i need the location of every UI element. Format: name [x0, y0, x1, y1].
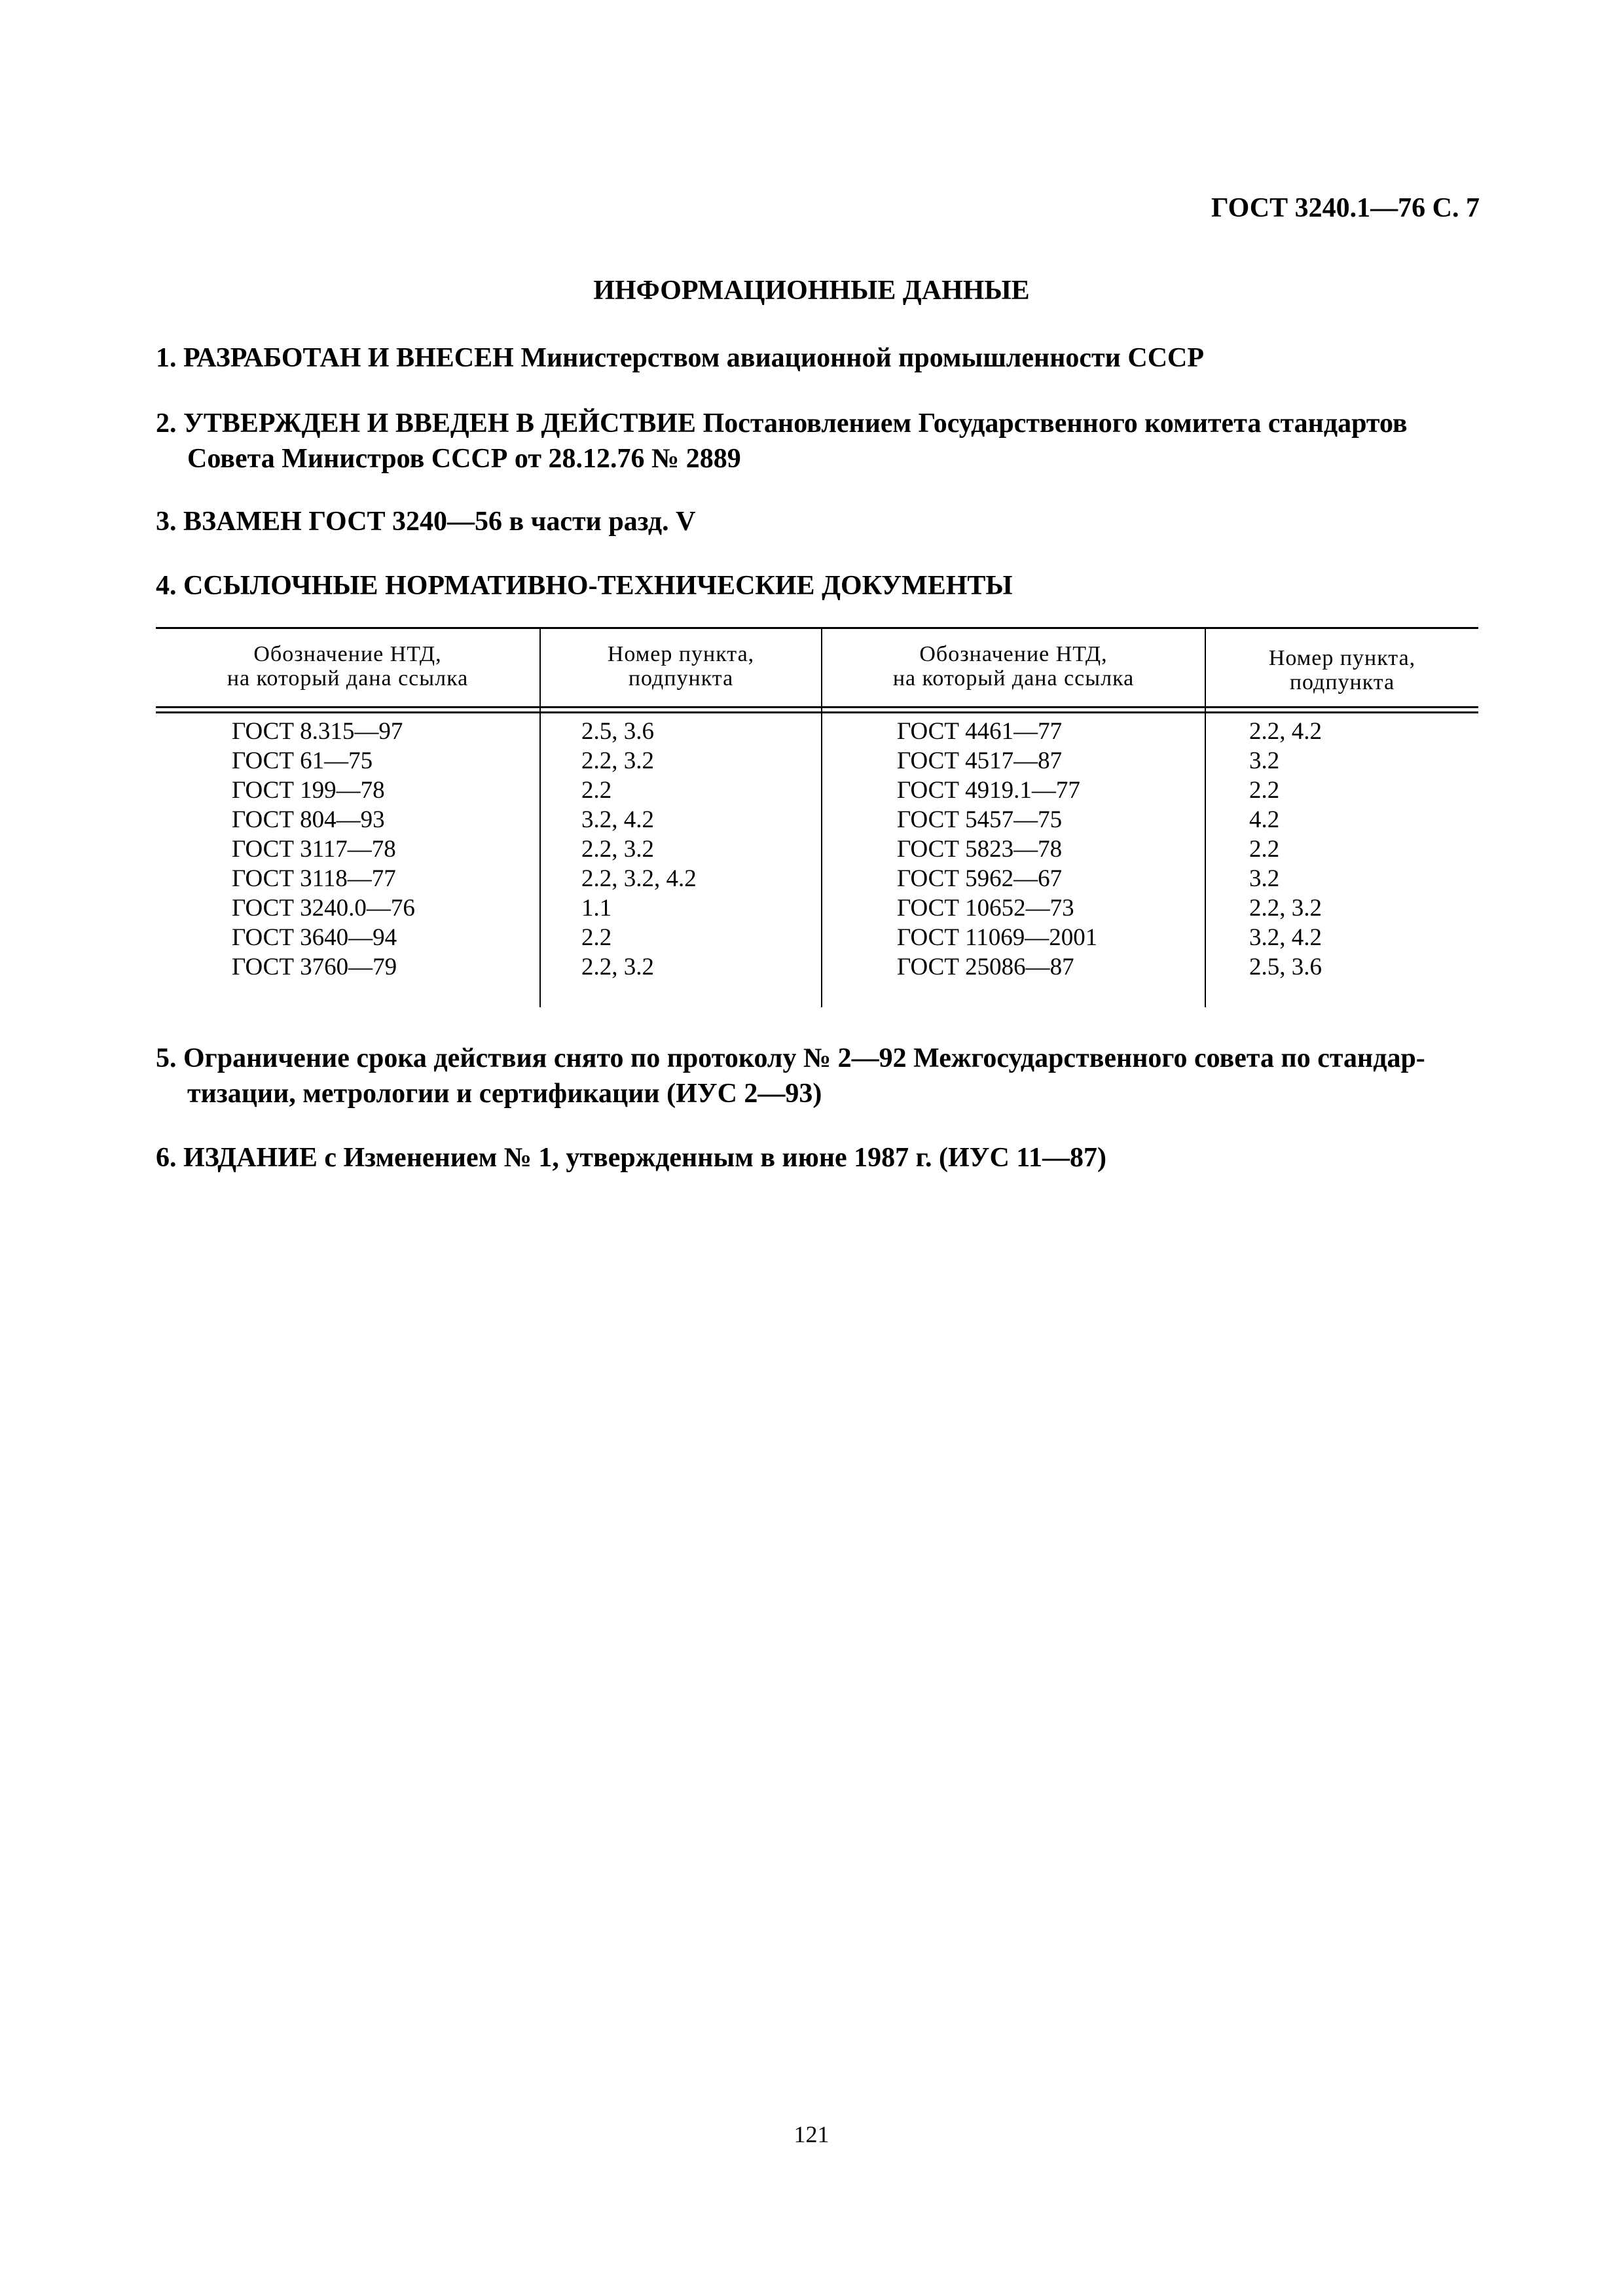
- column-right-documents: [897, 717, 1097, 982]
- table-cell: 2.2, 3.2: [1249, 895, 1322, 922]
- table-cell: 2.5, 3.6: [1249, 954, 1322, 980]
- table-cell: ГОСТ 4461—77: [897, 718, 1063, 745]
- table-cell: 3.2: [1249, 865, 1280, 892]
- table-header-doc-left: Обозначение НТД, на который дана ссылка: [227, 642, 469, 691]
- info-item-3: [156, 504, 1478, 539]
- table-cell: ГОСТ 61—75: [232, 747, 373, 774]
- column-left-documents: [232, 717, 415, 982]
- table-cell: 1.1: [581, 895, 612, 922]
- table-cell: ГОСТ 25086—87: [897, 954, 1074, 980]
- table-cell: 4.2: [1249, 806, 1280, 833]
- header-rule: [156, 706, 1478, 708]
- table-cell: 3.2, 4.2: [1249, 924, 1322, 951]
- table-cell: ГОСТ 11069—2001: [897, 924, 1098, 951]
- reference-documents-table: [156, 627, 1478, 1007]
- table-cell: 2.2, 4.2: [1249, 718, 1322, 745]
- table-cell: 2.2: [1249, 777, 1280, 804]
- column-right-items: [1249, 717, 1322, 982]
- item-text: ГОСТ 3240—56 в части разд. V: [308, 507, 696, 537]
- page-number: 121: [793, 2121, 830, 2147]
- table-cell: ГОСТ 3118—77: [232, 865, 396, 892]
- item-lead: ВЗАМЕН: [183, 507, 302, 537]
- item-number: 3.: [156, 507, 177, 537]
- table-header-doc-right: Обозначение НТД, на который дана ссылка: [892, 642, 1135, 691]
- table-cell: ГОСТ 4517—87: [897, 747, 1063, 774]
- table-cell: ГОСТ 3760—79: [232, 954, 397, 980]
- table-cell: 2.2: [581, 924, 612, 951]
- table-cell: ГОСТ 3240.0—76: [232, 895, 415, 922]
- table-cell: ГОСТ 5457—75: [897, 806, 1063, 833]
- item-lead: ССЫЛОЧНЫЕ НОРМАТИВНО-ТЕХНИЧЕСКИЕ ДОКУМЕНТЫ: [183, 571, 1013, 601]
- info-item-6: [156, 1140, 1478, 1175]
- table-cell: 2.2, 3.2: [581, 836, 654, 863]
- table-cell: 2.2, 3.2, 4.2: [581, 865, 697, 892]
- info-item-1: [156, 340, 1478, 376]
- item-text: Министерством авиационной промышленности СССР: [520, 343, 1205, 373]
- item-number: 5.: [156, 1043, 177, 1073]
- table-cell: 2.2, 3.2: [581, 954, 654, 980]
- table-cell: 2.2: [1249, 836, 1280, 863]
- table-cell: 2.2, 3.2: [581, 747, 654, 774]
- header-rule-double: [156, 711, 1478, 713]
- item-lead: ИЗДАНИЕ: [183, 1143, 318, 1173]
- item-continuation: Совета Министров СССР от 28.12.76 № 2889: [187, 444, 741, 474]
- item-number: 4.: [156, 571, 177, 601]
- table-header-item-right: Номер пункта, подпункта: [1268, 646, 1416, 694]
- section-title: ИНФОРМАЦИОННЫЕ ДАННЫЕ: [593, 276, 1030, 306]
- table-cell: ГОСТ 199—78: [232, 777, 385, 804]
- table-cell: ГОСТ 5962—67: [897, 865, 1063, 892]
- info-item-4: [156, 568, 1478, 603]
- item-text: Ограничение срока действия снято по протоколу № 2—92 Межгосударственного совета по стандар-: [183, 1043, 1425, 1073]
- table-cell: ГОСТ 3117—78: [232, 836, 396, 863]
- table-cell: ГОСТ 5823—78: [897, 836, 1063, 863]
- table-cell: 3.2: [1249, 747, 1280, 774]
- table-cell: ГОСТ 10652—73: [897, 895, 1074, 922]
- info-item-5: [156, 1041, 1478, 1111]
- table-cell: 2.5, 3.6: [581, 718, 654, 745]
- item-continuation: тизации, метрологии и сертификации (ИУС 2—93): [187, 1079, 822, 1109]
- item-number: 1.: [156, 343, 177, 373]
- page-header-reference: ГОСТ 3240.1—76 С. 7: [1211, 193, 1480, 223]
- item-lead: УТВЕРЖДЕН И ВВЕДЕН В ДЕЙСТВИЕ: [183, 408, 697, 439]
- info-item-2: [156, 406, 1478, 476]
- item-number: 2.: [156, 408, 177, 439]
- column-left-items: [581, 717, 697, 982]
- table-cell: ГОСТ 804—93: [232, 806, 385, 833]
- table-cell: ГОСТ 8.315—97: [232, 718, 403, 745]
- item-text: с Изменением № 1, утвержденным в июне 1987 г. (ИУС 11—87): [324, 1143, 1106, 1173]
- item-text: Постановлением Государственного комитета стандартов: [702, 408, 1408, 439]
- table-cell: 3.2, 4.2: [581, 806, 654, 833]
- item-lead: РАЗРАБОТАН И ВНЕСЕН: [183, 343, 514, 373]
- table-cell: 2.2: [581, 777, 612, 804]
- table-cell: ГОСТ 4919.1—77: [897, 777, 1080, 804]
- table-cell: ГОСТ 3640—94: [232, 924, 397, 951]
- table-header-item-left: Номер пункта, подпункта: [607, 642, 755, 691]
- item-number: 6.: [156, 1143, 177, 1173]
